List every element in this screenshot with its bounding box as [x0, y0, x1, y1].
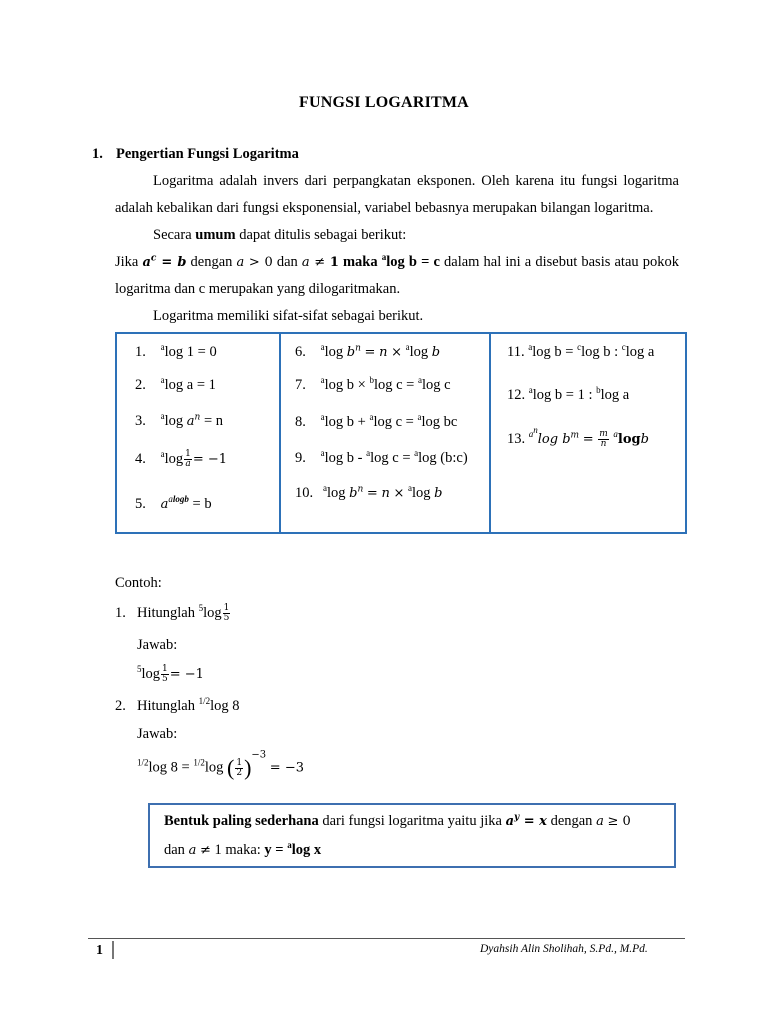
example-1-answer-label: Jawab:	[137, 637, 178, 653]
page-title: FUNGSI LOGARITMA	[299, 94, 469, 111]
property-1: 1. $^a$log 1 = 0	[135, 342, 217, 360]
property-5: 5. $a^{alogb} = b$	[135, 494, 212, 512]
example-2-answer-label: Jawab:	[137, 726, 178, 742]
property-4: 4. $^a$log $\frac{1}{a}$ = −1	[135, 449, 228, 469]
properties-table	[115, 332, 687, 534]
paragraph-rule: Jika $a^c = b$ dengan a > 0 dan a ≠ 1 maka $^a$log b = c dalam hal ini a disebut basis atau pokok logaritma dan c merupakan yang dilogaritmakan.	[115, 252, 679, 297]
footer-rule	[88, 938, 685, 939]
property-12: 12. $^a$log b = 1 : $^b$log a	[507, 385, 630, 403]
property-2: 2. $^a$log a = 1	[135, 375, 216, 393]
property-6: 6. $^a$log $b^n = n \times ^a\log$ b	[295, 342, 441, 360]
property-10: 10. $^a$log $b^n = n \times ^a\log$ b	[295, 483, 443, 501]
property-8: 8. $^a$log b + $^a$log c = $^a$log bc	[295, 412, 458, 430]
property-7: 7. $^a$log b × $^b$log c = $^a$log c	[295, 375, 451, 393]
property-9: 9. $^a$log b - $^a$log c = $^a$log (b:c)	[295, 448, 468, 466]
examples-label: Contoh:	[115, 575, 162, 591]
property-11: 11. $^a$log b = $^c$log b : $^c$log a	[507, 342, 655, 360]
example-2-question: 2. Hitunglah $^{1/2}$log 8	[115, 696, 240, 714]
property-13: 13. $^{a^n}$log $b^m$ = $\frac{m}{n}$ $^a$logb	[507, 425, 649, 449]
footer-author: Dyahsih Alin Sholihah, S.Pd., M.Pd.	[480, 943, 648, 955]
simplest-form-box: Bentuk paling sederhana dari fungsi logaritma yaitu jika $a^y = x$ dengan a ≥ 0 dan a ≠ 1 maka: y = $^a$log x	[148, 803, 676, 868]
paragraph-properties-intro: Logaritma memiliki sifat-sifat sebagai berikut.	[153, 308, 424, 324]
paragraph-definition: Logaritma adalah invers dari perpangkatan eksponen. Oleh karena itu fungsi logaritma adalah kebalikan dari fungsi eksponensial, variabel bebasnya merupakan bilangan logaritma.	[115, 173, 679, 216]
section-heading: 1. Pengertian Fungsi Logaritma	[92, 146, 299, 162]
footer-divider	[112, 941, 114, 959]
example-1-question: 1. Hitunglah $^5$log $\frac{1}{5}$	[115, 603, 230, 623]
page-number: 1	[96, 943, 103, 958]
paragraph-general: Secara umum dapat ditulis sebagai berikut:	[153, 227, 407, 243]
example-1-answer: $^5$log $\frac{1}{5}$ = −1	[137, 664, 204, 684]
property-3: 3. $^a$log $a^n = n$	[135, 411, 224, 429]
example-2-answer: $^{1/2}$log 8 = $^{1/2}$log ( $\frac{1}{2}$ )$^{-3}$ = −3	[137, 749, 304, 780]
